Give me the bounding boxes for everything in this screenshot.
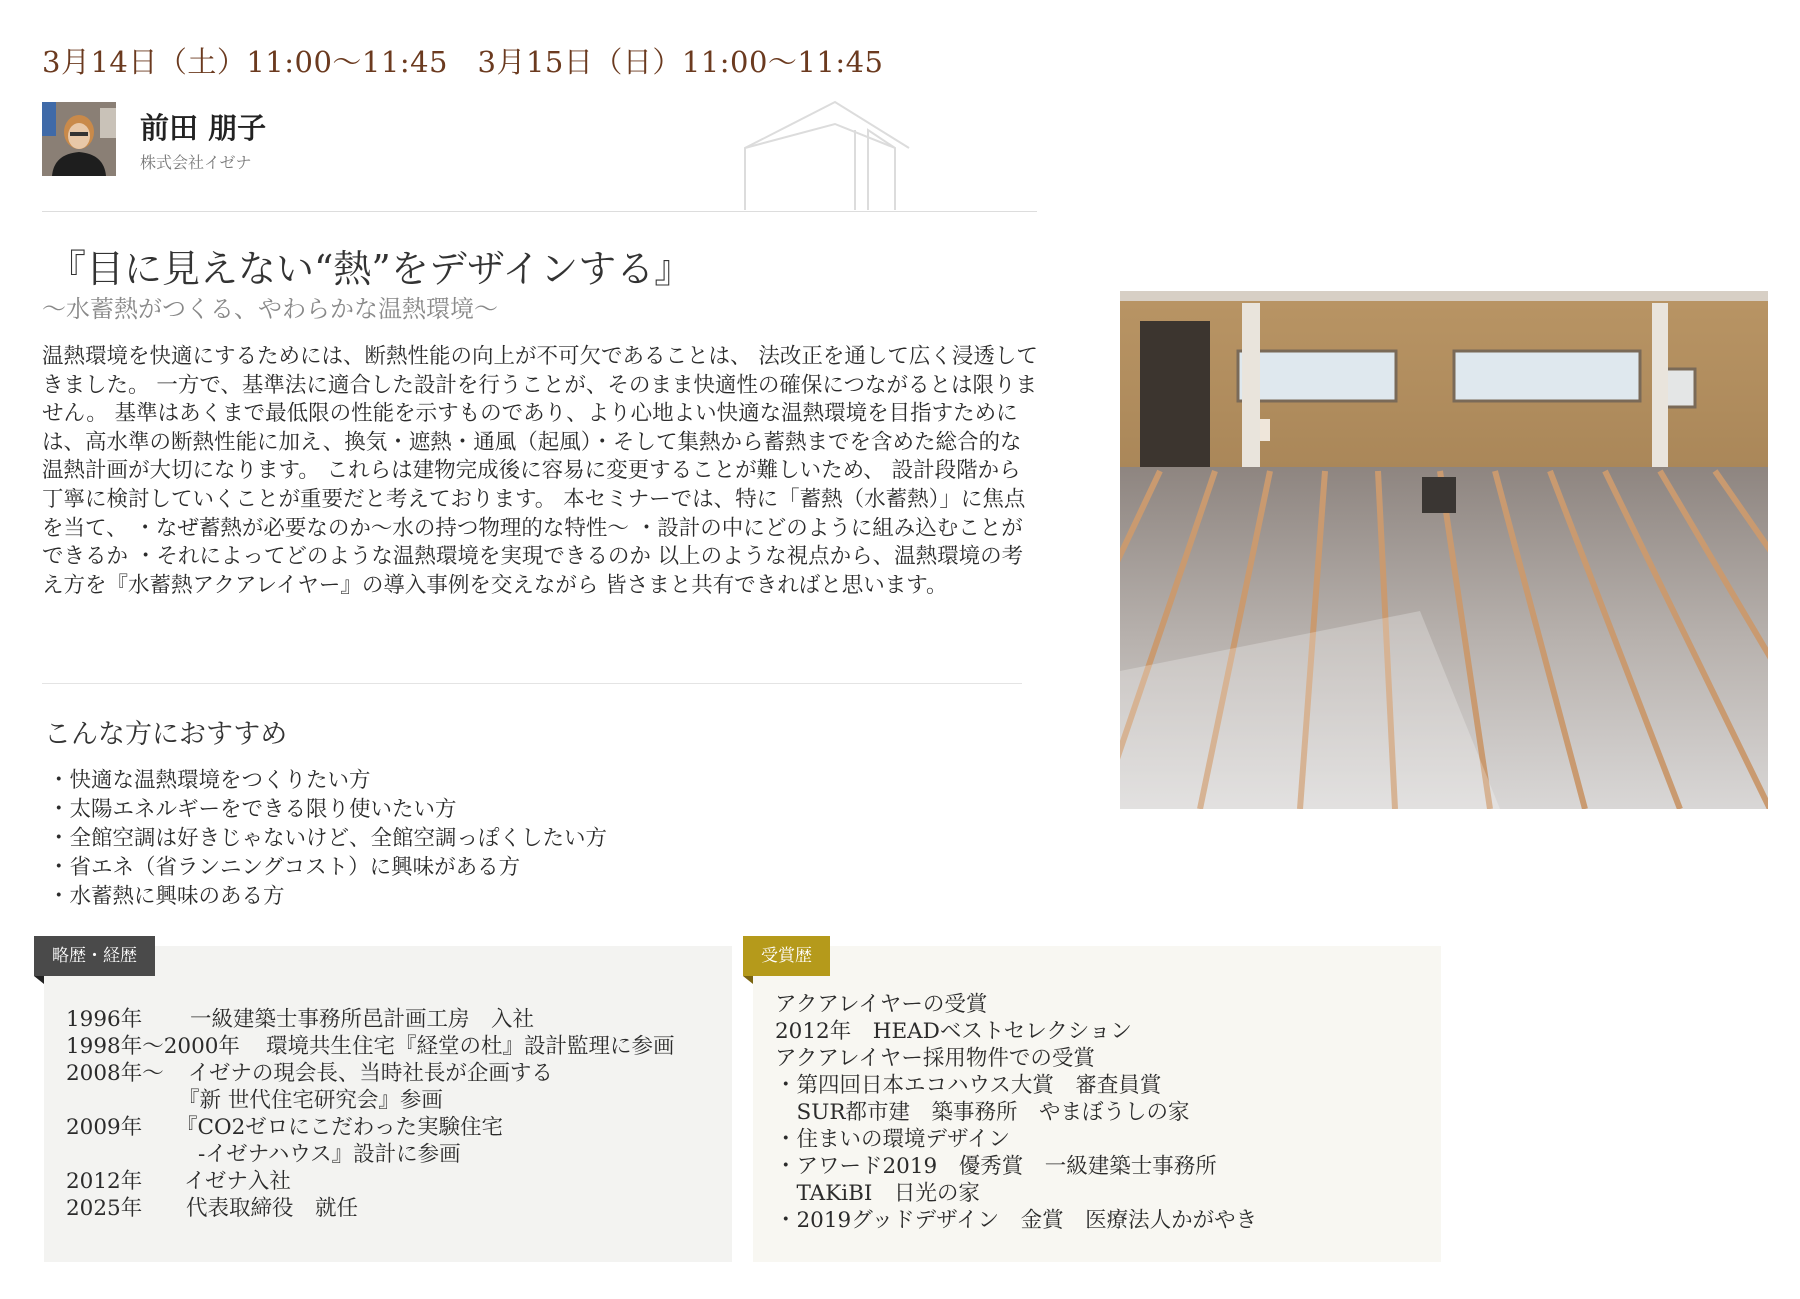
career-row [66,1060,675,1087]
speaker-company: 株式会社イゼナ [140,153,252,172]
career-text: 『CO2ゼロにこだわった実験住宅 [176,1115,504,1140]
career-year: 1998年〜2000年 [66,1034,240,1059]
awards-tab-label: 受賞歴 [743,936,830,976]
career-text: 代表取締役 就任 [186,1196,359,1221]
career-year [66,1087,178,1114]
career-row [66,1141,675,1168]
career-text: イゼナの現会長、当時社長が企画する [188,1061,553,1086]
list-item: ・ 省エネ（省ランニングコスト）に興味がある方 [48,853,607,882]
career-text: イゼナ入社 [184,1169,291,1194]
career-row [66,1168,675,1195]
list-item: ・ 全館空調は好きじゃないけど、全館空調っぽくしたい方 [48,824,607,853]
speaker-name: 前田 朋子 [140,111,267,145]
career-row [66,1033,675,1060]
award-line: アクアレイヤーの受賞 [775,992,988,1017]
award-line: SUR都市建 築事務所 やまぼうしの家 [775,1100,1190,1125]
career-text: 一級建築士事務所邑計画工房 入社 [190,1007,535,1032]
floor-construction-photo [1120,291,1768,809]
award-line: TAKiBI 日光の家 [775,1181,980,1206]
award-line: 2012年 HEADベストセレクション [775,1019,1132,1044]
career-box [44,946,732,1262]
tab-fold-decoration [743,976,753,984]
career-year: 2012年 [66,1169,143,1194]
career-year: 2009年 [66,1115,143,1140]
seminar-subtitle: 〜水蓄熱がつくる、やわらかな温熱環境〜 [42,295,498,323]
recommend-list [48,766,607,911]
session-dates: 3月14日（土）11:00〜11:45 3月15日（日）11:00〜11:45 [42,45,884,79]
awards-list [775,991,1257,1234]
career-list [66,1006,675,1222]
list-item: ・ 水蓄熱に興味のある方 [48,882,607,911]
award-line: ・2019グッドデザイン 金賞 医療法人かがやき [775,1208,1258,1233]
career-text: 環境共生住宅『経堂の杜』設計監理に参画 [266,1034,675,1059]
speaker-avatar [42,102,116,176]
career-text: 『新 世代住宅研究会』参画 [178,1088,443,1113]
list-item: ・ 太陽エネルギーをできる限り使いたい方 [48,795,607,824]
section-divider [42,683,1022,684]
recommend-heading: こんな方におすすめ [44,719,288,750]
seminar-description: 温熱環境を快適にするためには、断熱性能の向上が不可欠であることは、 法改正を通して広く浸透してきました。 一方で、基準法に適合した設計を行うことが、そのまま快適性の確保につながるとは限りません。 基準はあくまで最低限の性能を示すものであり、より心地よい快適な温熱環境を目指すためには、高水準の断熱性能に加え、換気・遮熱・通風（起風）・そして集熱から蓄熱までを含めた総合的な温熱計画が大切になります。 これらは建物完成後に容易に変更することが難しいため、 設計段階から丁寧に検討していくことが重要だと考えております。 本セミナーでは、特に「蓄熱（水蓄熱）」に焦点を当て、 ・なぜ蓄熱が必要なのか〜水の持つ物理的な特性〜 ・設計の中にどのように組み込むことができるか ・それによってどのような温熱環境を実現できるのか 以上のような視点から、温熱環境の考え方を『水蓄熱アクアレイヤー』の導入事例を交えながら 皆さまと共有できればと思います。 [42,344,1038,598]
career-year: 2025年 [66,1196,143,1221]
career-row [66,1195,675,1222]
career-row [66,1006,675,1033]
award-line: ・第四回日本エコハウス大賞 審査員賞 [775,1073,1162,1098]
seminar-title: 『目に見えない“熱”をデザインする』 [48,247,693,291]
career-year: 1996年 [66,1007,143,1032]
award-line: アクアレイヤー採用物件での受賞 [775,1046,1095,1071]
list-item: ・ 快適な温熱環境をつくりたい方 [48,766,607,795]
tab-fold-decoration [34,976,44,984]
career-tab-label: 略歴・経歴 [34,936,155,976]
house-outline-icon [735,100,915,212]
awards-box [753,946,1441,1262]
career-year: 2008年〜 [66,1061,164,1086]
career-row [66,1087,675,1114]
award-line: ・アワード2019 優秀賞 一級建築士事務所 [775,1154,1217,1179]
career-row [66,1114,675,1141]
header-divider [42,211,1037,212]
award-line: ・住まいの環境デザイン [775,1127,1010,1152]
career-text: -イゼナハウス』設計に参画 [198,1142,461,1167]
career-year [66,1141,198,1168]
